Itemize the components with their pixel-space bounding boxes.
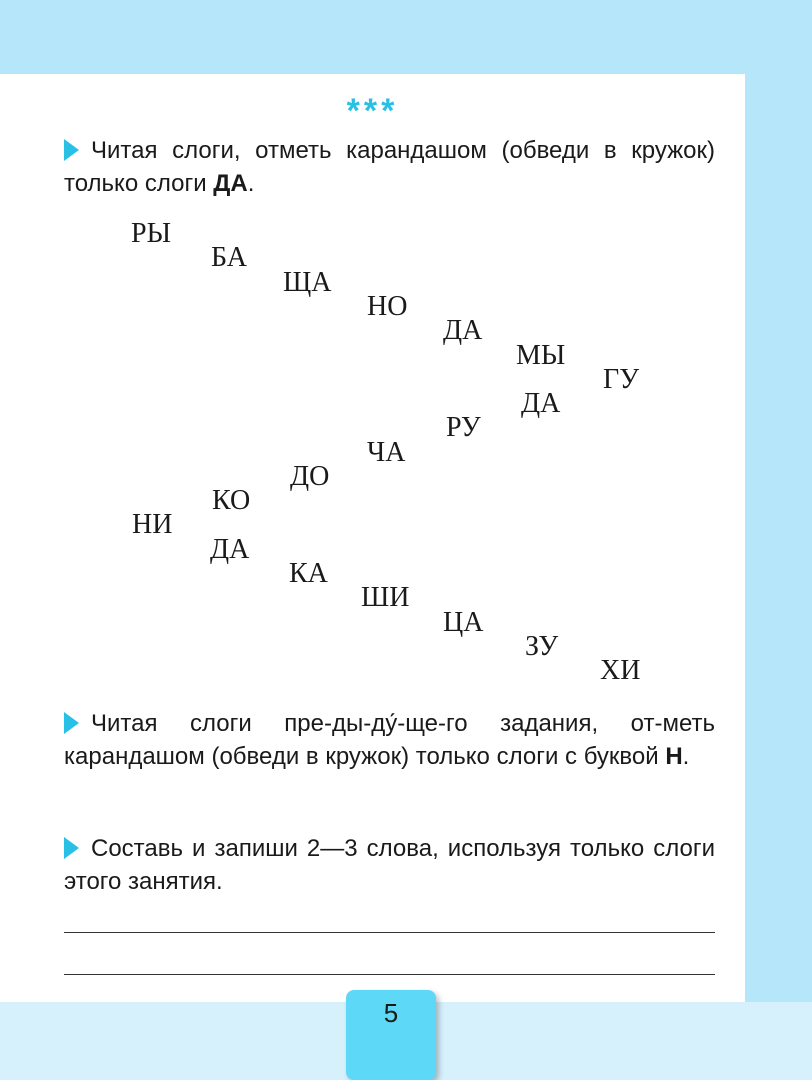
syllable[interactable]: ЦА bbox=[443, 607, 484, 638]
bullet-arrow-icon bbox=[64, 139, 79, 161]
answer-line[interactable] bbox=[64, 932, 715, 933]
task-2-text: Читая слоги пре-ды-ду́-ще-го задания, от-меть карандашом (обведи в кружок) только слоги с буквой bbox=[64, 710, 715, 770]
task-3 bbox=[64, 832, 715, 898]
syllable[interactable]: КО bbox=[212, 485, 251, 516]
syllable[interactable]: ДА bbox=[210, 534, 250, 565]
syllable[interactable]: ЩА bbox=[283, 267, 332, 298]
syllable[interactable]: БА bbox=[211, 242, 247, 273]
bullet-arrow-icon bbox=[64, 712, 79, 734]
task-2 bbox=[64, 707, 715, 773]
syllable[interactable]: ДО bbox=[290, 461, 330, 492]
syllable[interactable]: МЫ bbox=[516, 340, 566, 371]
syllable[interactable]: РУ bbox=[446, 412, 481, 443]
syllable[interactable]: ЗУ bbox=[525, 631, 559, 662]
task-3-text: Составь и запиши 2—3 слова, используя только слоги этого занятия. bbox=[64, 835, 715, 895]
page-number: 5 bbox=[383, 998, 399, 1028]
workbook-page bbox=[0, 74, 745, 1002]
task-2-end: . bbox=[682, 743, 690, 770]
task-2-bold: Н bbox=[665, 743, 683, 770]
syllable[interactable]: ДА bbox=[521, 388, 561, 419]
task-1-bold: ДА bbox=[213, 170, 248, 197]
syllable[interactable]: КА bbox=[289, 558, 328, 589]
bullet-arrow-icon bbox=[64, 837, 79, 859]
syllable[interactable]: НИ bbox=[132, 509, 173, 540]
syllable[interactable]: ХИ bbox=[600, 655, 641, 686]
syllable[interactable]: ШИ bbox=[361, 582, 410, 613]
task-1-text: Читая слоги, отметь карандашом (обведи в кружок) только слоги bbox=[64, 137, 715, 197]
syllable[interactable]: ДА bbox=[443, 315, 483, 346]
page-number-box bbox=[346, 990, 436, 1080]
answer-line[interactable] bbox=[64, 974, 715, 975]
syllable[interactable]: НО bbox=[367, 291, 408, 322]
syllable[interactable]: ЧА bbox=[367, 437, 406, 468]
task-1 bbox=[64, 134, 715, 200]
syllable[interactable]: РЫ bbox=[131, 218, 171, 249]
task-1-end: . bbox=[247, 170, 255, 197]
section-stars: *** bbox=[346, 92, 399, 130]
syllable[interactable]: ГУ bbox=[603, 364, 640, 395]
